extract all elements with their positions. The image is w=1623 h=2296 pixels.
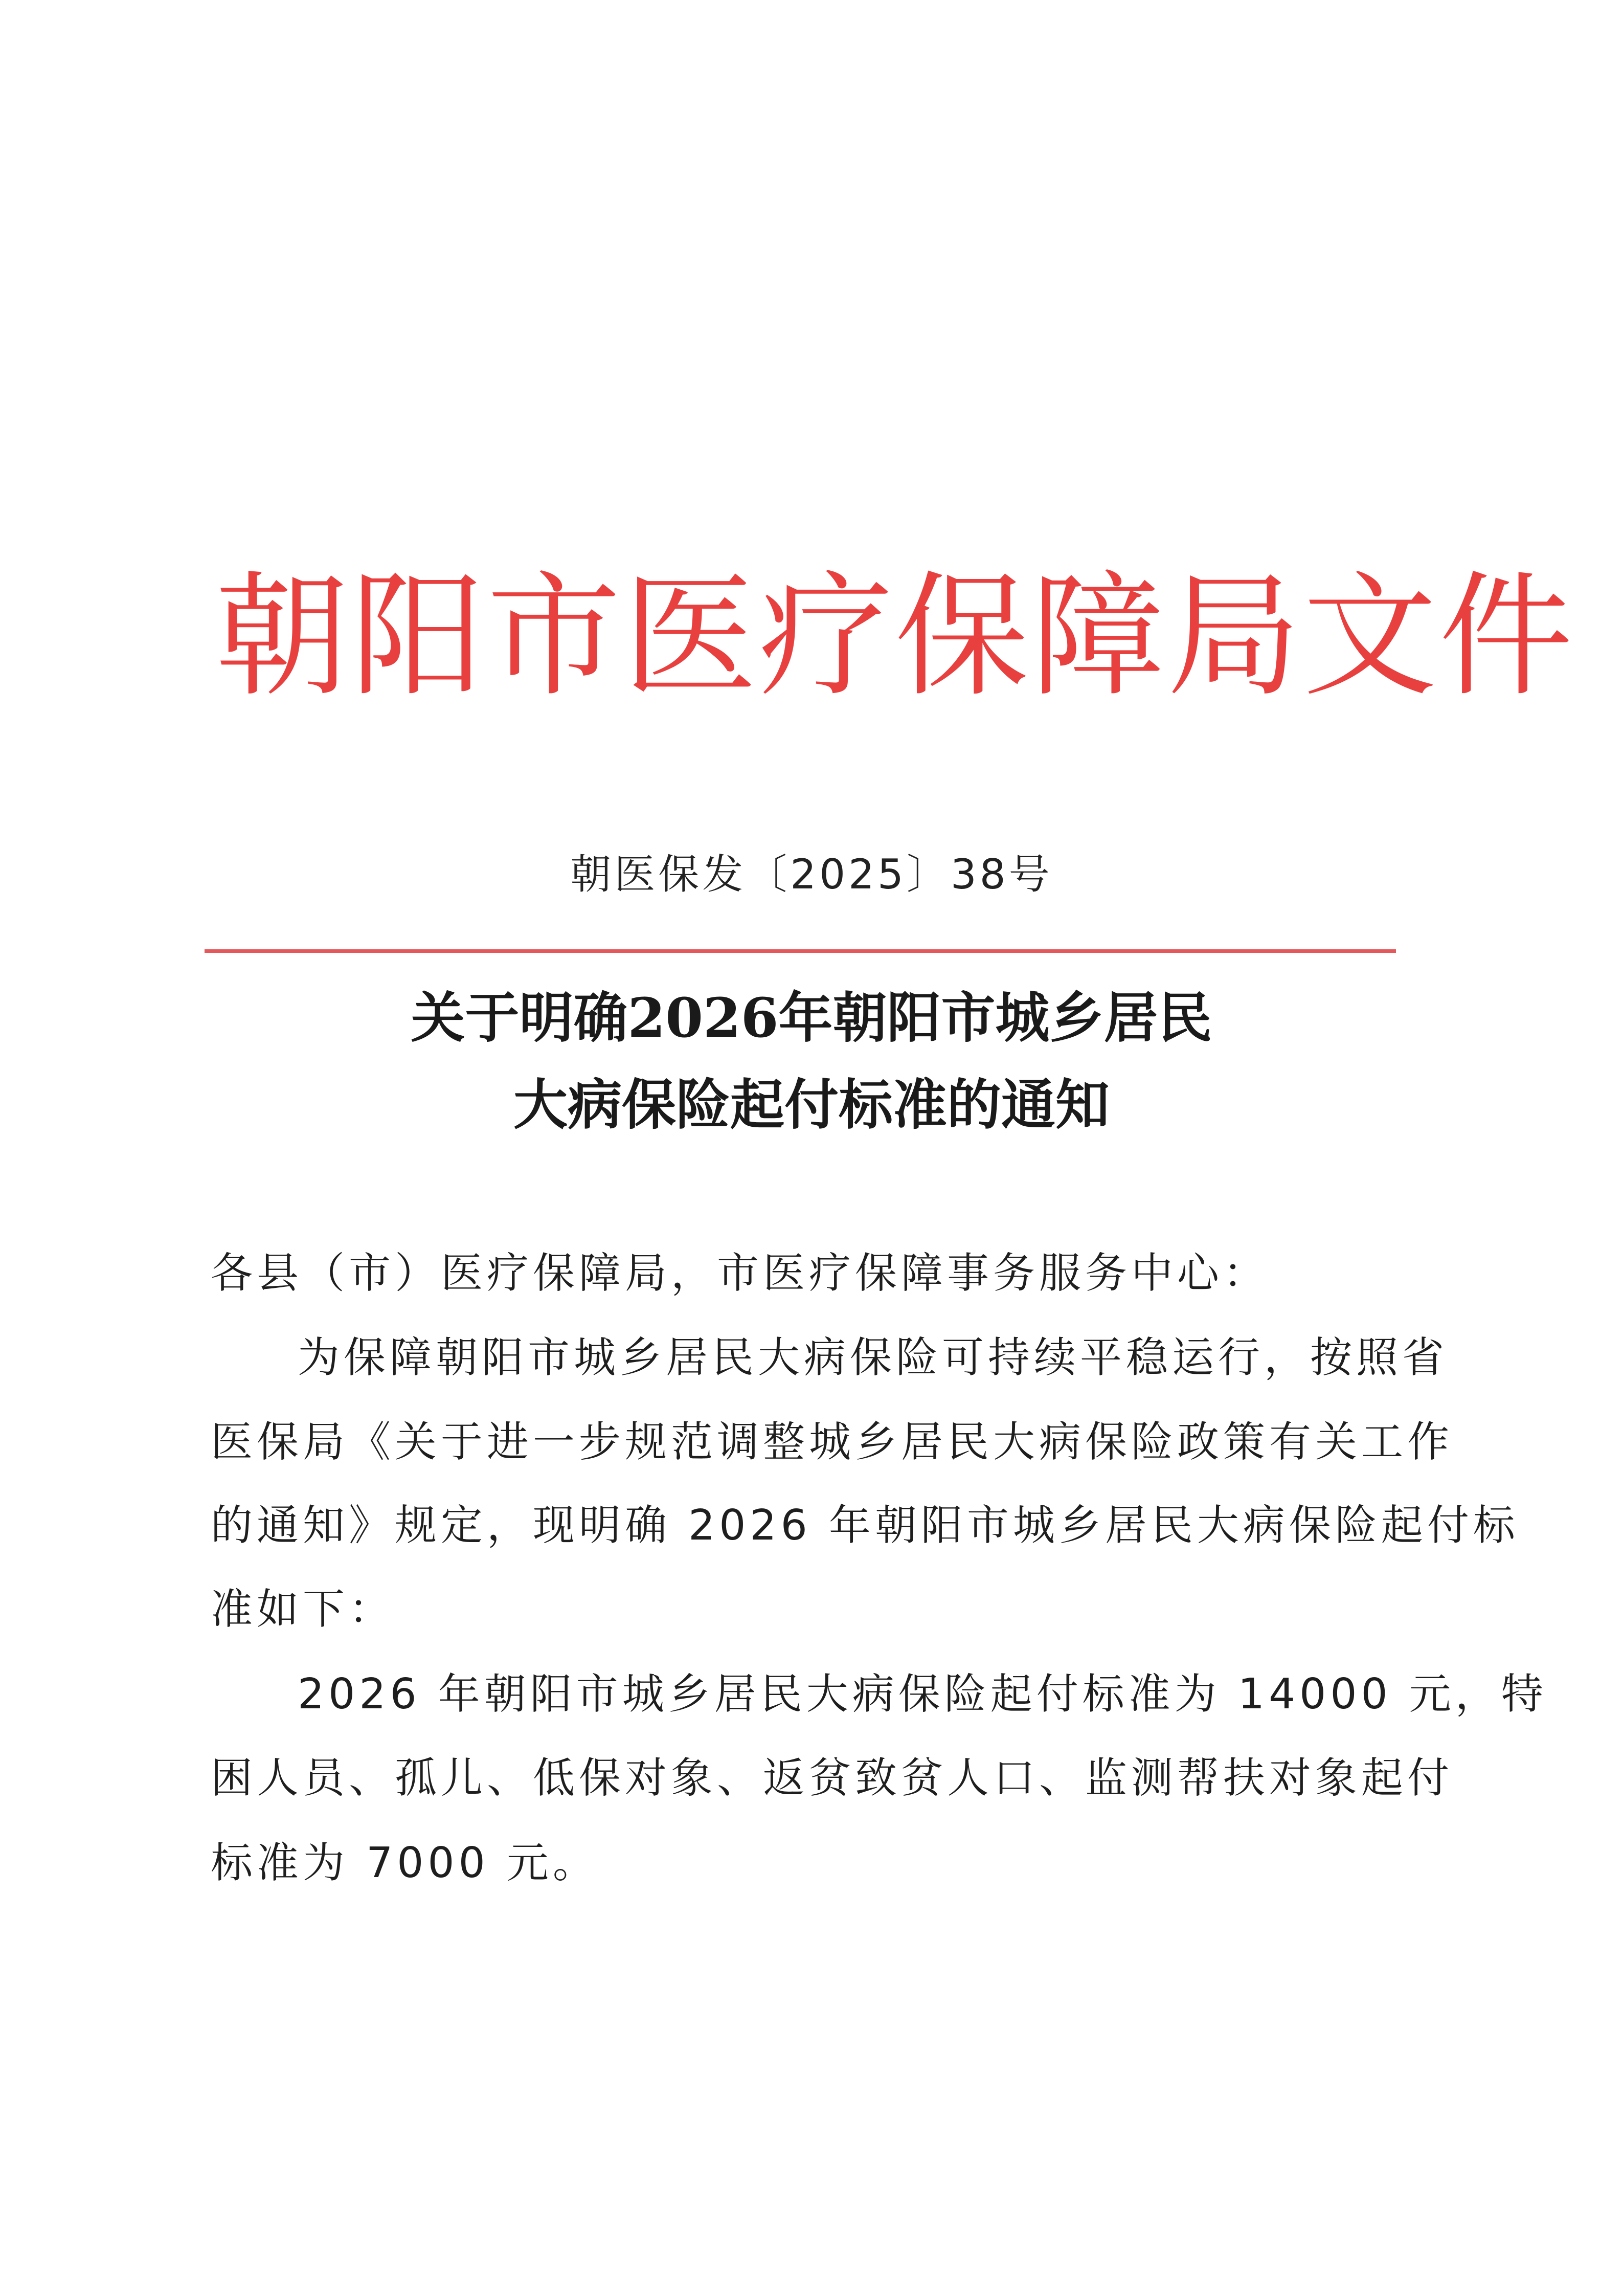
document-number: 朝医保发〔2025〕38号 xyxy=(570,851,1053,898)
notice-title-line-1: 关于明确2026年朝阳市城乡居民 xyxy=(411,986,1212,1050)
paragraph-1-line-4: 准如下： xyxy=(211,1585,395,1634)
paragraph-1-line-1: 为保障朝阳市城乡居民大病保险可持续平稳运行，按照省 xyxy=(298,1333,1449,1382)
paragraph-1-line-3: 的通知》规定，现明确 2026 年朝阳市城乡居民大病保险起付标 xyxy=(211,1501,1519,1550)
salutation: 各县（市）医疗保障局，市医疗保障事务服务中心： xyxy=(211,1249,1270,1298)
issuing-authority-header: 朝阳市医疗保障局文件 xyxy=(215,559,1575,715)
paragraph-2-line-3: 标准为 7000 元。 xyxy=(211,1839,599,1887)
notice-title-line-2: 大病保险起付标准的通知 xyxy=(513,1073,1110,1136)
paragraph-2-line-2: 困人员、孤儿、低保对象、返贫致贫人口、监测帮扶对象起付 xyxy=(211,1754,1454,1802)
paragraph-2-line-1: 2026 年朝阳市城乡居民大病保险起付标准为 14000 元，特 xyxy=(298,1670,1547,1719)
paragraph-1-line-2: 医保局《关于进一步规范调整城乡居民大病保险政策有关工作 xyxy=(211,1418,1454,1466)
red-separator-rule xyxy=(205,949,1396,953)
